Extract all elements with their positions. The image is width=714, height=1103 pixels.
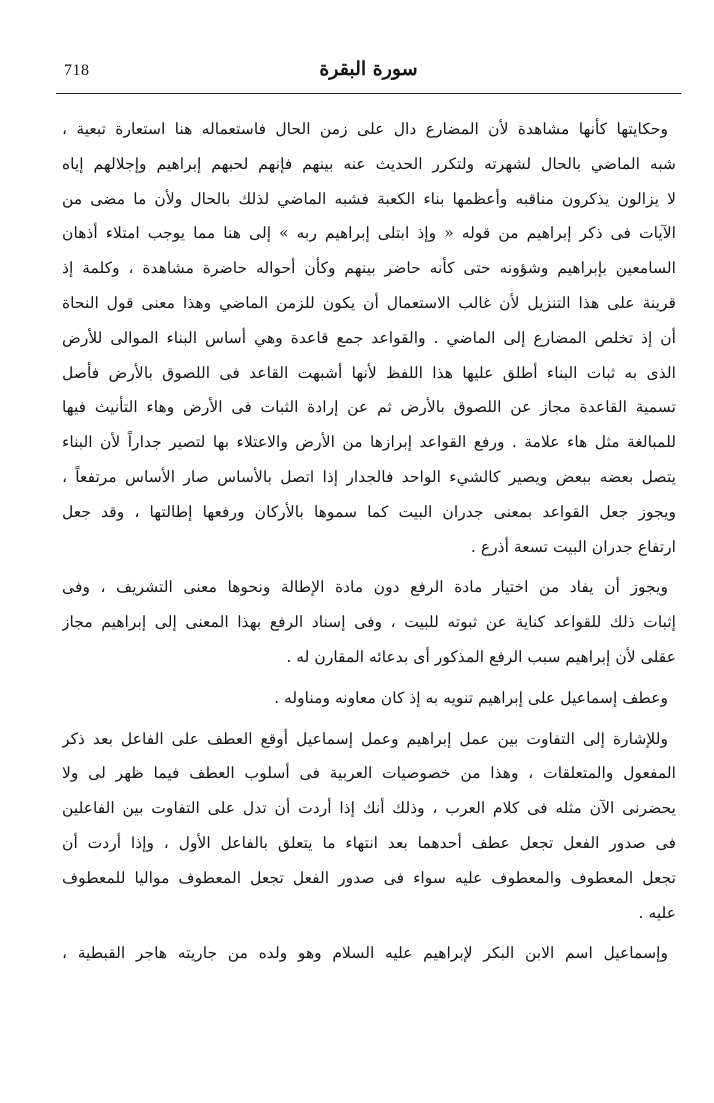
paragraph — [62, 112, 676, 564]
text-line: الذى به ثبات البناء أطلق عليها هذا اللفظ لأنها أشبهت القاعد فى اللصوق بالأرض فأصل — [62, 363, 676, 382]
text-line: للمبالغة مثل هاء علامة . ورفع القواعد إبرازها من الأرض والاعتلاء بها لتصير جداراً لأن البناء — [62, 433, 676, 452]
page-number: 718 — [64, 62, 90, 79]
text-line: الآيات فى ذكر إبراهيم من قوله « وإذ ابتلى إبراهيم ربه » إلى هنا مما يوجب امتلاء أذهان — [62, 224, 676, 243]
text-line: عقلى لأن إبراهيم سبب الرفع المذكور أى بدعائه المقارن له . — [286, 647, 676, 666]
text-line: فى صدور الفعل تجعل عطف أحدهما بعد انتهاء ما يتعلق بالفاعل الأول ، وإذا أردت أن — [62, 833, 676, 852]
text-line: لا يزالون يذكرون مناقبه وأعظمها بناء الكعبة فشبه الماضي لذلك بالحال ولأن ما مضى من — [62, 189, 676, 208]
text-line: يتصل بعضه ببعض ويصير كالشيء الواحد فالجدار إذا اتصل بالأساس صار الأساس مرتفعاً ، — [62, 467, 676, 486]
text-line: يحضرنى الآن مثله فى كلام العرب ، وذلك أنك إذا أردت أن تدل على التفاوت بين الفاعلين — [62, 799, 676, 818]
text-line: تسمية القاعدة مجاز عن اللصوق بالأرض ثم عن إرادة الثبات فى الأرض وهاء التأنيث فيها — [62, 398, 676, 417]
paragraph — [62, 570, 676, 674]
text-line: إثبات ذلك للقواعد كناية عن ثبوته للبيت ، وفى إسناد الرفع بهذا المعنى إلى إبراهيم مجاز — [62, 613, 676, 632]
paragraph — [62, 722, 676, 931]
text-line: السامعين بإبراهيم وشؤونه حتى كأنه حاضر بينهم وكأن أحواله حاضرة مشاهدة ، وكلمة إذ — [62, 259, 676, 278]
page-header — [56, 52, 681, 92]
text-line: ويجوز جعل القواعد بمعنى جدران البيت كما سموها بالأركان ورفعها إطالتها ، وقد جعل — [62, 502, 676, 521]
text-line: وللإشارة إلى التفاوت بين عمل إبراهيم وعمل إسماعيل أوقع العطف على الفاعل بعد ذكر — [62, 729, 668, 748]
header-divider — [56, 93, 681, 94]
text-line: ارتفاع جدران البيت تسعة أذرع . — [470, 537, 676, 556]
text-line: قرينة على هذا التنزيل لأن غالب الاستعمال أن يكون للزمن الماضي وهذا معنى قول النحاة — [62, 293, 676, 312]
body-text — [62, 112, 676, 971]
text-line: المفعول والمتعلقات ، وهذا من خصوصيات العربية فى أسلوب العطف فيما ظهر لى ولا — [62, 764, 676, 783]
text-line: وإسماعيل اسم الابن البكر لإبراهيم عليه السلام وهو ولده من جاريته هاجر القبطية ، — [62, 944, 668, 963]
text-line: تجعل المعطوف والمعطوف عليه سواء فى صدور الفعل تجعل المعطوف مواليا للمعطوف — [62, 868, 676, 887]
paragraph — [62, 936, 676, 971]
text-line: وعطف إسماعيل على إبراهيم تنويه به إذ كان معاونه ومناوله . — [274, 688, 668, 707]
text-line: وحكايتها كأنها مشاهدة لأن المضارع دال على زمن الحال فاستعماله هنا استعارة تبعية ، — [62, 120, 668, 138]
surah-title: سورة البقرة — [319, 58, 418, 80]
text-line: أن إذ تخلص المضارع إلى الماضي . والقواعد جمع قاعدة وهي أساس البناء الموالى للأرض — [62, 328, 676, 347]
text-line: شبه الماضي بالحال لشهرته ولتكرر الحديث عنه بينهم فإنهم لحبهم إبراهيم وإجلالهم إياه — [62, 154, 676, 173]
text-line: ويجوز أن يفاد من اختيار مادة الرفع دون مادة الإطالة ونحوها معنى التشريف ، وفى — [62, 578, 668, 597]
text-line: عليه . — [638, 903, 676, 922]
paragraph — [62, 681, 676, 716]
